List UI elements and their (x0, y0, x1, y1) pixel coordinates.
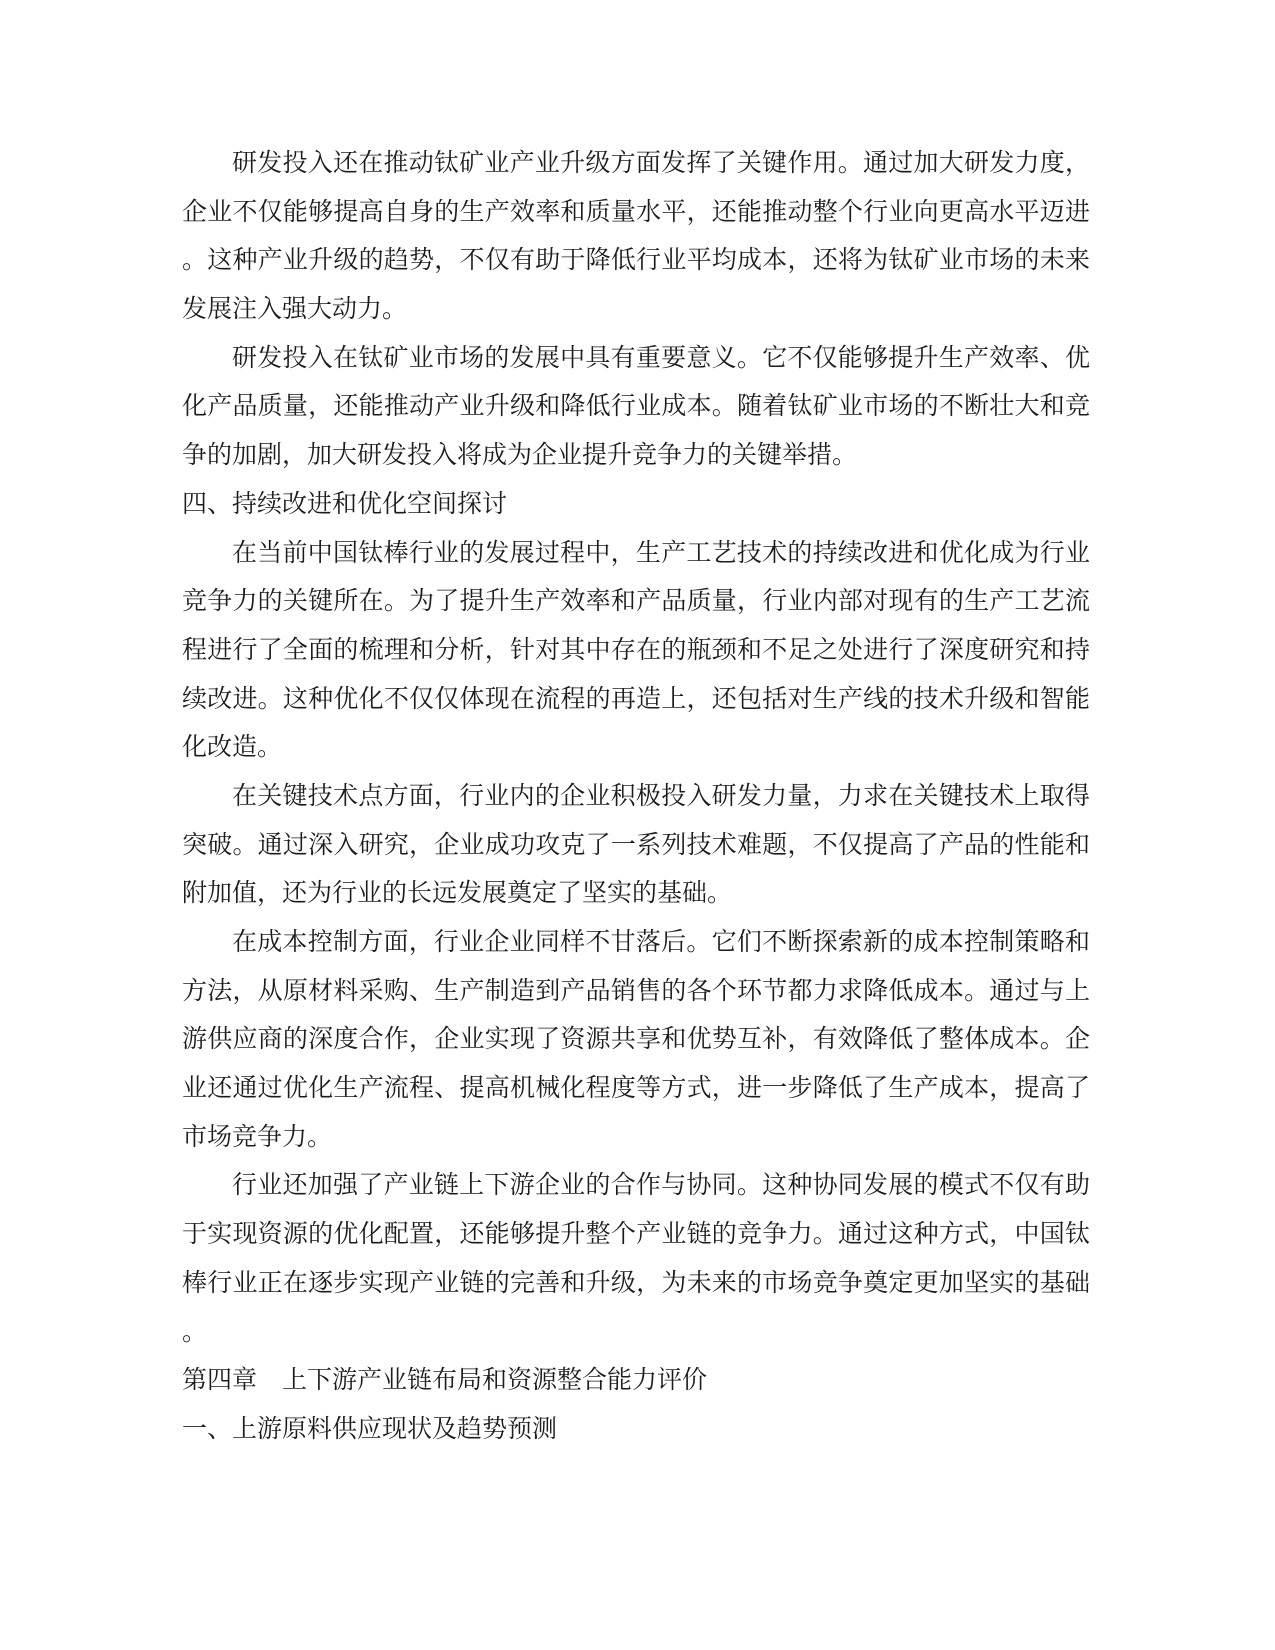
paragraph-line: 程进行了全面的梳理和分析，针对其中存在的瓶颈和不足之处进行了深度研究和持 (182, 636, 1090, 664)
paragraph-line: 研发投入还在推动钛矿业产业升级方面发挥了关键作用。通过加大研发力度， (232, 150, 1090, 177)
paragraph-line: 棒行业正在逐步实现产业链的完善和升级，为未来的市场竞争奠定更加坚实的基础 (182, 1269, 1090, 1297)
paragraph-line: 方法，从原材料采购、生产制造到产品销售的各个环节都力求降低成本。通过与上 (182, 977, 1090, 1005)
document-text-block (182, 140, 1090, 1455)
paragraph-line: 续改进。这种优化不仅仅体现在流程的再造上，还包括对生产线的技术升级和智能 (182, 685, 1090, 713)
paragraph-line: 在关键技术点方面，行业内的企业积极投入研发力量，力求在关键技术上取得 (232, 782, 1090, 810)
paragraph-line: 业还通过优化生产流程、提高机械化程度等方式，进一步降低了生产成本，提高了 (182, 1075, 1090, 1103)
paragraph-line: 。这种产业升级的趋势，不仅有助于降低行业平均成本，还将为钛矿业市场的未来 (182, 247, 1090, 275)
paragraph-line: 市场竞争力。 (182, 1123, 333, 1151)
paragraph-line: 竞争力的关键所在。为了提升生产效率和产品质量，行业内部对现有的生产工艺流 (182, 588, 1090, 616)
paragraph-line: 行业还加强了产业链上下游企业的合作与协同。这种协同发展的模式不仅有助 (232, 1172, 1090, 1200)
paragraph-line: 在成本控制方面，行业企业同样不甘落后。它们不断探索新的成本控制策略和 (232, 929, 1090, 956)
paragraph-line: 争的加剧，加大研发投入将成为企业提升竞争力的关键举措。 (182, 442, 858, 470)
paragraph-line: 企业不仅能够提高自身的生产效率和质量水平，还能推动整个行业向更高水平迈进 (182, 198, 1090, 226)
paragraph-line: 于实现资源的优化配置，还能够提升整个产业链的竞争力。通过这种方式，中国钛 (182, 1221, 1090, 1249)
paragraph-line: 。 (182, 1318, 208, 1346)
paragraph-line: 附加值，还为行业的长远发展奠定了坚实的基础。 (182, 880, 733, 908)
paragraph-line: 发展注入强大动力。 (182, 296, 408, 324)
paragraph-line: 在当前中国钛棒行业的发展过程中，生产工艺技术的持续改进和优化成为行业 (232, 539, 1090, 567)
chapter-heading: 第四章 上下游产业链布局和资源整合能力评价 (182, 1367, 708, 1395)
section-heading: 四、持续改进和优化空间探讨 (182, 490, 508, 518)
paragraph-line: 研发投入在钛矿业市场的发展中具有重要意义。它不仅能够提升生产效率、优 (232, 344, 1090, 372)
paragraph-line: 突破。通过深入研究，企业成功攻克了一系列技术难题，不仅提高了产品的性能和 (182, 831, 1090, 859)
paragraph-line: 化产品质量，还能推动产业升级和降低行业成本。随着钛矿业市场的不断壮大和竞 (182, 393, 1090, 421)
paragraph-line: 化改造。 (182, 734, 283, 762)
paragraph-line: 游供应商的深度合作，企业实现了资源共享和优势互补，有效降低了整体成本。企 (182, 1026, 1090, 1054)
subsection-heading: 一、上游原料供应现状及趋势预测 (182, 1415, 558, 1443)
